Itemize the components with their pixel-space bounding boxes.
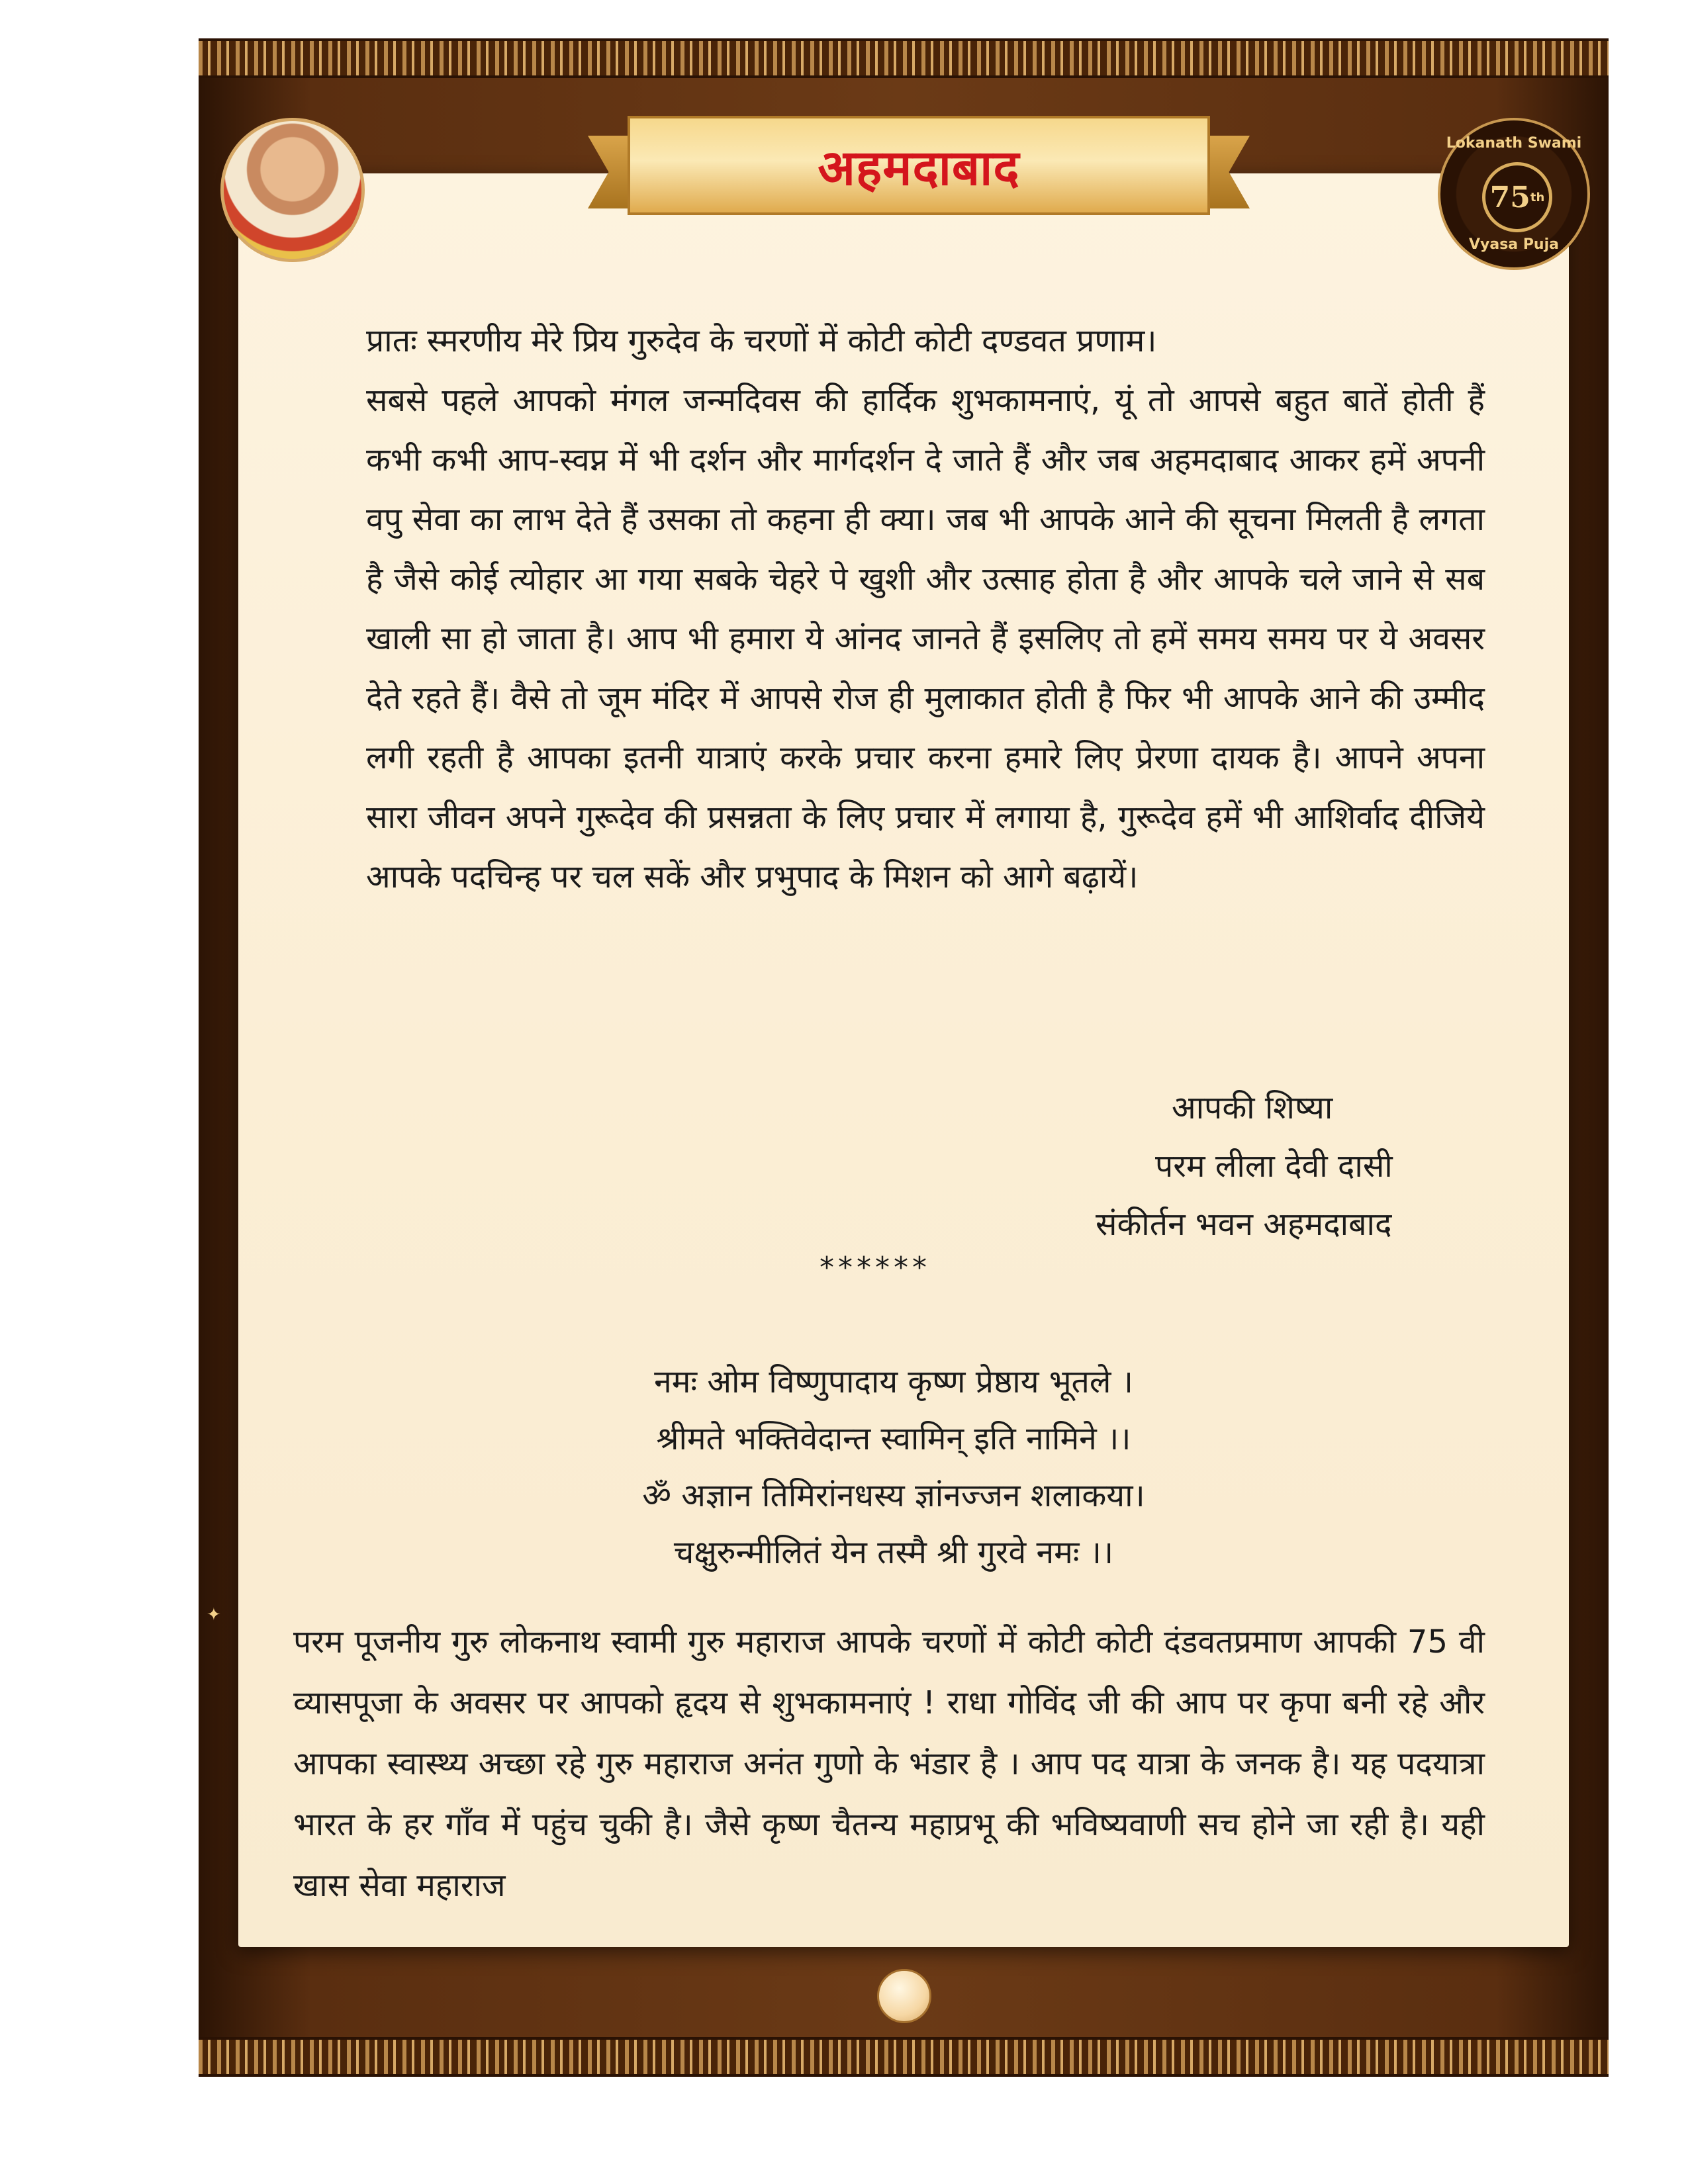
guru-portrait-avatar bbox=[220, 118, 365, 262]
section-separator: ****** bbox=[820, 1251, 931, 1285]
seal-top-text: Lokanath Swami bbox=[1446, 135, 1582, 152]
verse-line-3: ॐ अज्ञान तिमिरांनधस्य ज्ञांनज्जन शलाकया। bbox=[642, 1477, 1145, 1514]
letter-two-body: परम पूजनीय गुरु लोकनाथ स्वामी गुरु महाराज आपके चरणों में कोटी कोटी दंडवतप्रमाण आपकी 75 वी व्यासपूजा के अवसर पर आपको हृदय से शुभकामनाएं ! राधा गोविंद जी की आप पर कृपा बनी रहे और आपका स्वास्थ्य अच्छा रहे गुरु महाराज अनंत गुणो के भंडार है । आप पद यात्रा के जनक है। यह पदयात्रा भारत के हर गाँव में पहुंच चुकी है। जैसे कृष्ण चैतन्य महाप्रभू की भविष्यवाणी सच होने जा रही है। यही खास सेवा महाराज bbox=[293, 1623, 1485, 1904]
page-title: अहमदाबाद bbox=[818, 139, 1020, 197]
seal-number: 75 bbox=[1489, 180, 1530, 214]
verse-line-2: श्रीमते भक्तिवेदान्त स्वामिन् इति नामिने ।। bbox=[656, 1420, 1131, 1457]
title-banner bbox=[588, 109, 1250, 222]
seal-number-ring bbox=[1482, 162, 1552, 232]
letter-two bbox=[293, 1612, 1485, 1916]
seal-suffix: th bbox=[1530, 190, 1545, 205]
verse-line-4: चक्षुरुन्मीलितं येन तस्मै श्री गुरवे नमः ।। bbox=[673, 1534, 1114, 1571]
signature-line-1: आपकी शिष्या bbox=[1172, 1089, 1333, 1126]
sparkle-icon: ✦ bbox=[207, 1605, 221, 1625]
seal-bottom-text: Vyasa Puja bbox=[1469, 236, 1559, 253]
vyasa-puja-seal bbox=[1438, 118, 1590, 270]
verse-line-1: नमः ओम विष्णुपादाय कृष्ण प्रेष्ठाय भूतले । bbox=[654, 1363, 1133, 1400]
letter-one bbox=[366, 311, 1485, 907]
letter-one-greeting: प्रातः स्मरणीय मेरे प्रिय गुरुदेव के चरणों में कोटी कोटी दण्डवत प्रणाम। bbox=[366, 322, 1157, 359]
signature-line-2: परम लीला देवी दासी bbox=[1155, 1148, 1393, 1185]
banner-body bbox=[628, 116, 1210, 215]
bottom-ornament-dot bbox=[877, 1969, 931, 2023]
frame-border-bottom bbox=[199, 2037, 1609, 2077]
signature-line-3: संकीर्तन भवन अहमदाबाद bbox=[1096, 1206, 1392, 1243]
letter-one-body: सबसे पहले आपको मंगल जन्मदिवस की हार्दिक शुभकामनाएं, यूं तो आपसे बहुत बातें होती हैं कभी कभी आप-स्वप्न में भी दर्शन और मार्गदर्शन दे जाते हैं और जब अहमदाबाद आकर हमें अपनी वपु सेवा का लाभ देते हैं उसका तो कहना ही क्या। जब भी आपके आने की सूचना मिलती है लगता है जैसे कोई त्योहार आ गया सबके चेहरे पे खुशी और उत्साह होता है और आपके चले जाने से सब खाली सा हो जाता है। आप भी हमारा ये आंनद जानते हैं इसलिए तो हमें समय समय पर ये अवसर देते रहते हैं। वैसे तो जूम मंदिर में आपसे रोज ही मुलाकात होती है फिर भी आपके आने की उम्मीद लगी रहती है आपका इतनी यात्राएं करके प्रचार करना हमारे लिए प्रेरणा दायक है। आपने अपना सारा जीवन अपने गुरूदेव की प्रसन्नता के लिए प्रचार में लगाया है, गुरूदेव हमें भी आशिर्वाद दीजिये आपके पदचिन्ह पर चल सकें और प्रभुपाद के मिशन को आगे बढ़ायें। bbox=[366, 382, 1485, 895]
frame-border-top bbox=[199, 38, 1609, 78]
